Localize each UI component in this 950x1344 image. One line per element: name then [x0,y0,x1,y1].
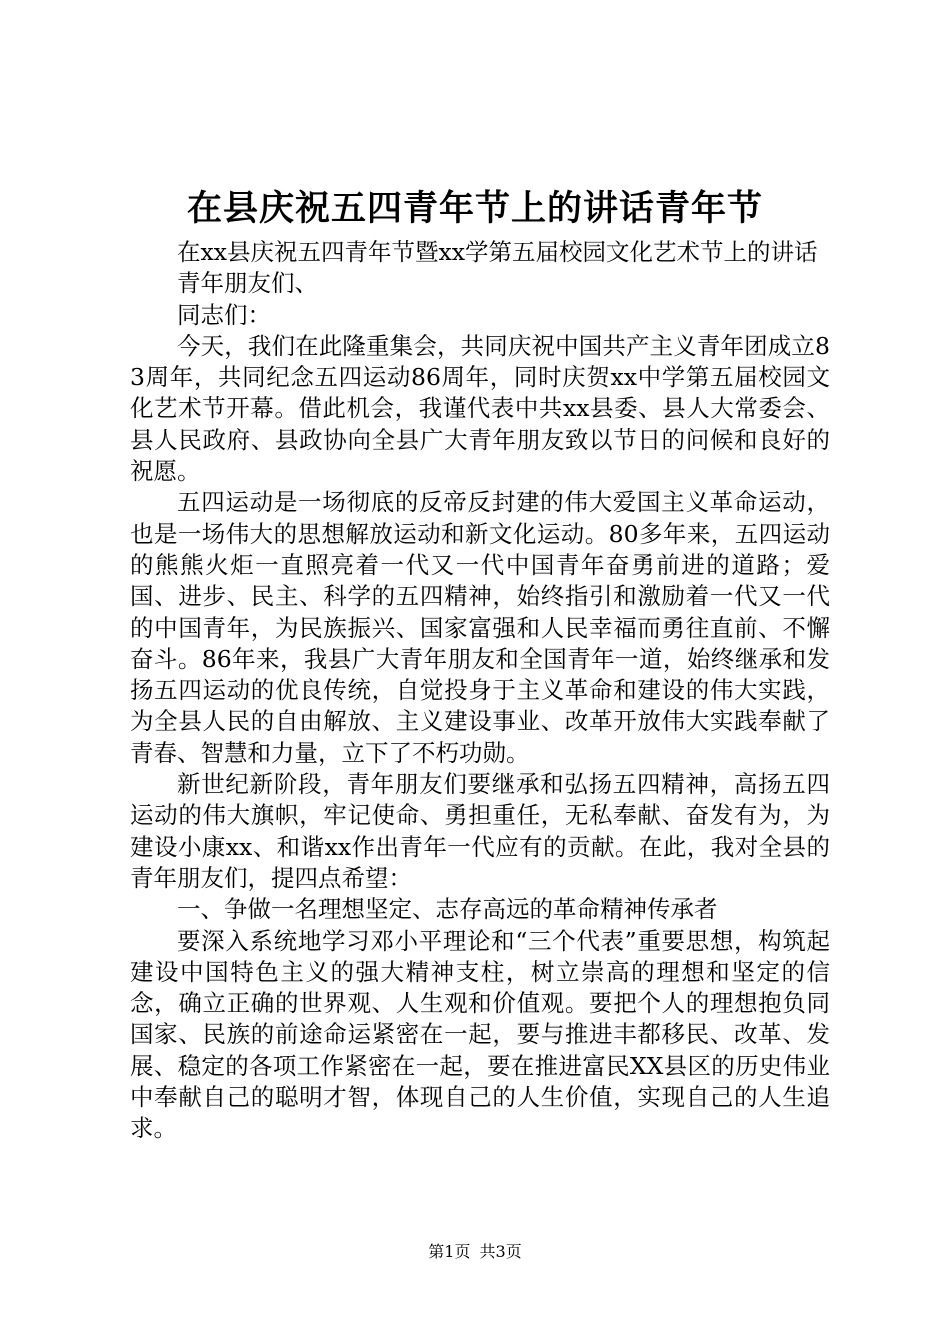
paragraph-point-one-heading: 一、争做一名理想坚定、志存高远的革命精神传承者 [177,895,718,924]
paragraph-salutation-youth: 青年朋友们、 [177,269,318,298]
paragraph-new-century: 新世纪新阶段，青年朋友们要继承和弘扬五四精神，高扬五四运动的伟大旗帜，牢记使命、勇担重任，无私奉献、奋发有为，为建设小康xx、和谐xx作出青年一代应有的贡献。在此，我对全县的青年朋友们，提四点希望： [130,770,830,892]
document-title: 在县庆祝五四青年节上的讲话青年节 [186,188,763,229]
page-number: 第1页 [428,1242,471,1261]
document-body [130,237,830,1145]
paragraph-opening: 今天，我们在此隆重集会，共同庆祝中国共产主义青年团成立83周年，共同纪念五四运动86周年，同时庆贺xx中学第五届校园文化艺术节开幕。借此机会，我谨代表中共xx县委、县人大常委会、县人民政府、县政协向全县广大青年朋友致以节日的问候和良好的祝愿。 [130,331,830,486]
paragraph-salutation-comrades: 同志们： [177,300,271,329]
paragraph-point-one-body: 要深入系统地学习邓小平理论和“三个代表”重要思想，构筑起建设中国特色主义的强大精神支柱，树立崇高的理想和坚定的信念，确立正确的世界观、人生观和价值观。要把个人的理想抱负同国家、民族的前途命运紧密在一起，要与推进丰都移民、改革、发展、稳定的各项工作紧密在一起，要在推进富民XX县区的历史伟业中奉献自己的聪明才智，体现自己的人生价值，实现自己的人生追求。 [130,926,830,1143]
paragraph-heading-line: 在xx县庆祝五四青年节暨xx学第五届校园文化艺术节上的讲话 [177,238,818,266]
page-footer [0,1241,950,1263]
paragraph-may-fourth: 五四运动是一场彻底的反帝反封建的伟大爱国主义革命运动，也是一场伟大的思想解放运动和新文化运动。80多年来，五四运动的熊熊火炬一直照亮着一代又一代中国青年奋勇前进的道路；爱国、进步、民主、科学的五四精神，始终指引和激励着一代又一代的中国青年，为民族振兴、国家富强和人民幸福而勇往直前、不懈奋斗。86年来，我县广大青年朋友和全国青年一道，始终继承和发扬五四运动的优良传统，自觉投身于主义革命和建设的伟大实践，为全县人民的自由解放、主义建设事业、改革开放伟大实践奉献了青春、智慧和力量，立下了不朽功勋。 [130,488,830,767]
page-total: 共3页 [479,1242,522,1261]
